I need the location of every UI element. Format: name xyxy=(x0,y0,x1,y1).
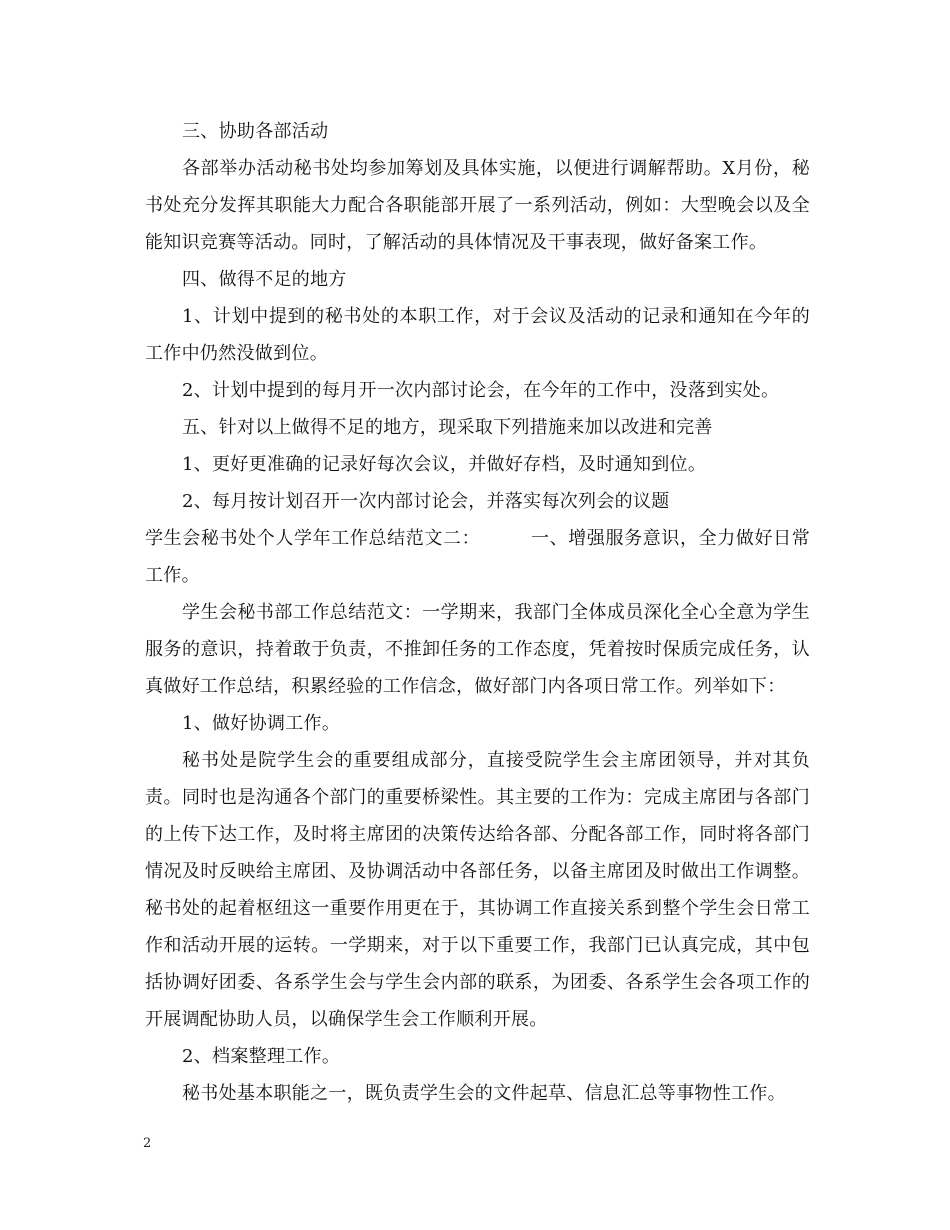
list-item-improvement-1: 1、更好更准确的记录好每次会议，并做好存档，及时通知到位。 xyxy=(182,454,707,475)
list-item-shortcoming-1: 1、计划中提到的秘书处的本职工作，对于会议及活动的记录和通知在今年的工作中仍然没做到位。 xyxy=(145,306,810,364)
subheading-coordination: 1、做好协调工作。 xyxy=(182,713,341,734)
section-heading-shortcomings: 四、做得不足的地方 xyxy=(182,269,347,290)
page-number: 2 xyxy=(143,1136,152,1151)
paragraph-archives: 秘书处基本职能之一，既负责学生会的文件起草、信息汇总等事物性工作。 xyxy=(182,1083,786,1104)
section-heading-assist-activities: 三、协助各部活动 xyxy=(182,121,329,142)
document-body xyxy=(145,113,810,1112)
paragraph-activities: 各部举办活动秘书处均参加筹划及具体实施，以便进行调解帮助。X月份，秘书处充分发挥其职能大力配合各职能部开展了一系列活动，例如：大型晚会以及全能知识竞赛等活动。同时，了解活动的具体情况及干事表现，做好备案工作。 xyxy=(145,158,810,253)
paragraph-summary-intro: 学生会秘书部工作总结范文：一学期来，我部门全体成员深化全心全意为学生服务的意识，持着敢于负责，不推卸任务的工作态度，凭着按时保质完成任务，认真做好工作总结，积累经验的工作信念，做好部门内各项日常工作。列举如下： xyxy=(145,602,810,697)
list-item-improvement-2: 2、每月按计划召开一次内部讨论会，并落实每次列会的议题 xyxy=(182,491,670,512)
sample-two-title: 学生会秘书处个人学年工作总结范文二： 一、增强服务意识，全力做好日常工作。 xyxy=(145,528,810,586)
section-heading-improvements: 五、针对以上做得不足的地方，现采取下列措施来加以改进和完善 xyxy=(182,417,713,438)
paragraph-coordination: 秘书处是院学生会的重要组成部分，直接受院学生会主席团领导，并对其负责。同时也是沟通各个部门的重要桥梁性。其主要的工作为：完成主席团与各部门的上传下达工作，及时将主席团的决策传达给各部、分配各部工作，同时将各部门情况及时反映给主席团、及协调活动中各部任务，以备主席团及时做出工作调整。秘书处的起着枢纽这一重要作用更在于，其协调工作直接关系到整个学生会日常工作和活动开展的运转。一学期来，对于以下重要工作，我部门已认真完成，其中包括协调好团委、各系学生会与学生会内部的联系，为团委、各系学生会各项工作的开展调配协助人员，以确保学生会工作顺利开展。 xyxy=(145,750,810,1030)
list-item-shortcoming-2: 2、计划中提到的每月开一次内部讨论会，在今年的工作中，没落到实处。 xyxy=(182,380,780,401)
subheading-archives: 2、档案整理工作。 xyxy=(182,1046,341,1067)
